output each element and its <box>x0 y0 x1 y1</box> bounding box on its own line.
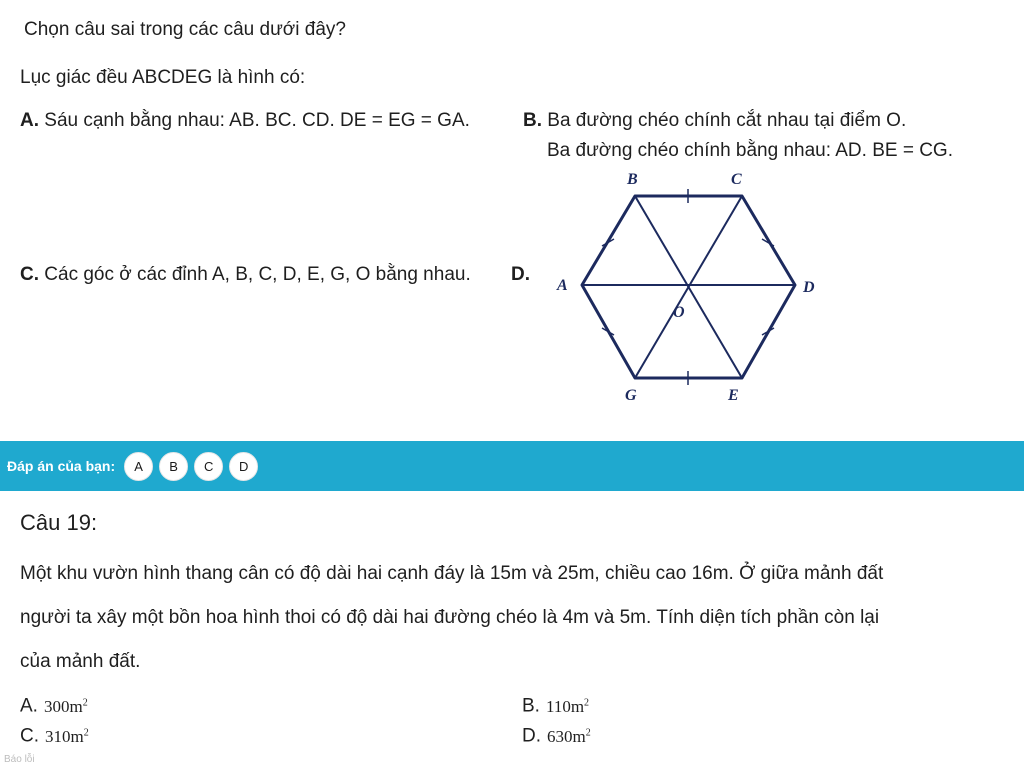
option-b-text-line2: Ba đường chéo chính bằng nhau: AD. BE = CG. <box>547 140 953 161</box>
question-stem: Lục giác đều ABCDEG là hình có: <box>20 67 306 88</box>
question-19-body <box>20 552 1010 684</box>
answer-19-c-value: $310m^2$ <box>45 726 89 746</box>
vertex-label-a: A <box>557 277 568 294</box>
answer-bar-label: Đáp án của bạn: <box>7 458 116 474</box>
vertex-label-o: O <box>673 304 685 321</box>
hexagon-figure <box>545 160 835 410</box>
option-c-text: Các góc ở các đỉnh A, B, C, D, E, G, O bằng nhau. <box>44 264 471 285</box>
report-error-link[interactable]: Báo lỗi <box>4 754 35 765</box>
answer-19-d-value: $630m^2$ <box>547 726 591 746</box>
vertex-label-b: B <box>627 171 638 188</box>
answer-19-d-label: D. <box>522 725 541 747</box>
vertex-label-e: E <box>728 387 739 404</box>
question-prompt: Chọn câu sai trong các câu dưới đây? <box>24 19 346 40</box>
answer-19-a-value: $300m^2$ <box>43 696 88 716</box>
option-a <box>20 109 470 133</box>
option-a-text: Sáu cạnh bằng nhau: AB. BC. CD. DE = EG = GA. <box>44 110 470 131</box>
answer-19-b <box>522 691 589 719</box>
question-19-title: Câu 19: <box>20 510 98 535</box>
option-d <box>511 263 530 287</box>
option-a-label: A. <box>20 110 39 131</box>
question-19-line: người ta xây một bồn hoa hình thoi có độ dài hai đường chéo là 4m và 5m. Tính diện tích phần còn lại <box>20 607 880 628</box>
option-b <box>523 109 906 133</box>
vertex-label-c: C <box>731 171 742 188</box>
answer-choice-b[interactable]: B <box>159 452 188 481</box>
answer-19-d <box>522 721 591 749</box>
answer-19-c-label: C. <box>20 725 39 747</box>
question-19-line: Một khu vườn hình thang cân có độ dài hai cạnh đáy là 15m và 25m, chiều cao 16m. Ở giữa mảnh đất <box>20 563 884 584</box>
option-d-label: D. <box>511 264 530 285</box>
option-c <box>20 263 471 287</box>
option-b-label: B. <box>523 110 542 131</box>
option-b-text-line1: Ba đường chéo chính cắt nhau tại điểm O. <box>547 110 907 131</box>
answer-choice-c[interactable]: C <box>194 452 223 481</box>
answer-19-b-value: $110m^2$ <box>545 696 590 716</box>
answer-choice-a[interactable]: A <box>124 452 153 481</box>
answer-bar <box>0 441 1024 491</box>
question-19-line: của mảnh đất. <box>20 651 141 672</box>
vertex-label-d: D <box>803 279 815 296</box>
option-c-label: C. <box>20 264 39 285</box>
answer-19-a <box>20 691 88 719</box>
answer-choice-d[interactable]: D <box>229 452 258 481</box>
answer-19-a-label: A. <box>20 695 38 717</box>
answer-19-c <box>20 721 89 749</box>
answer-19-b-label: B. <box>522 695 540 717</box>
vertex-label-g: G <box>625 387 637 404</box>
